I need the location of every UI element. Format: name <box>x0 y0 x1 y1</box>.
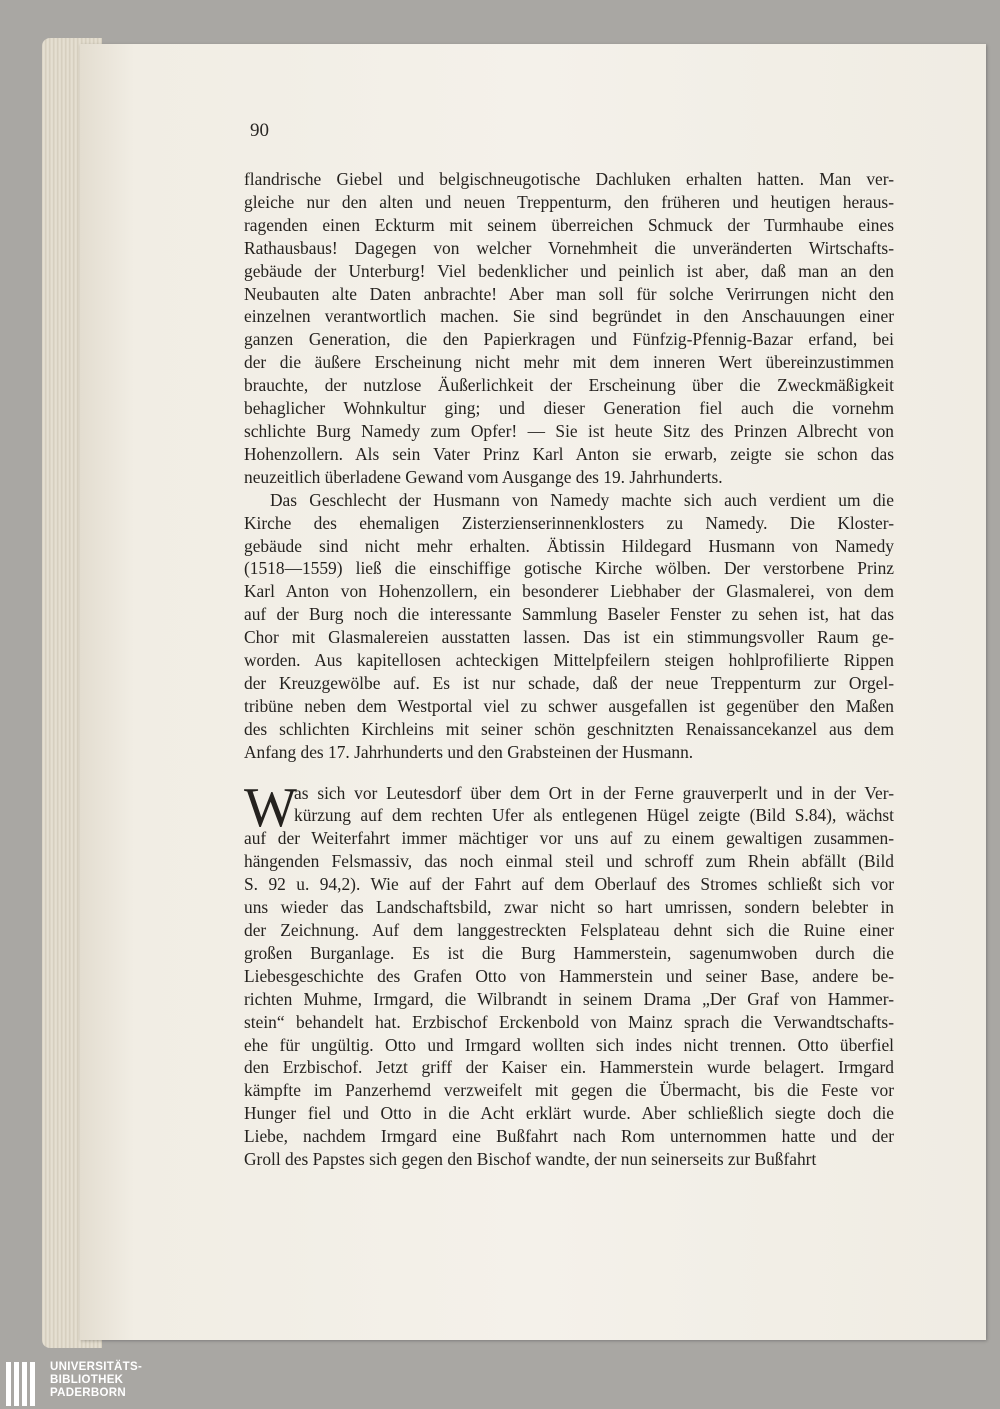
text-line: (1518—1559) ließ die einschiffige gotische Kirche wölben. Der verstorbene Prinz <box>244 558 894 579</box>
text-line: ehe für ungültig. Otto und Irmgard wollten sich indes nicht trennen. Otto überfiel <box>244 1034 894 1055</box>
text-line: worden. Aus kapitellosen achteckigen Mittelpfeilern steigen hohlprofilierte Rippen <box>244 650 894 671</box>
text-line: kürzung auf dem rechten Ufer als entlegenen Hügel zeigte (Bild S.84), wächst <box>294 805 894 826</box>
paragraph-1 <box>244 168 894 489</box>
text-line: der Kreuzgewölbe auf. Es ist nur schade, daß der neue Treppenturm zur Orgel- <box>244 672 894 693</box>
text-line: behaglicher Wohnkultur ging; und dieser Generation fiel auch die vornehm <box>244 398 894 419</box>
text-line: uns wieder das Landschaftsbild, zwar nicht so hart umrissen, sondern belebter in <box>244 897 894 918</box>
text-line: gebäude sind nicht mehr erhalten. Äbtissin Hildegard Husmann von Namedy <box>244 535 894 556</box>
logo-line: BIBLIOTHEK <box>50 1374 124 1386</box>
text-line: neuzeitlich überladene Gewand vom Ausgange des 19. Jahrhunderts. <box>244 466 723 487</box>
text-line: as sich vor Leutesdorf über dem Ort in der Ferne grauverperlt und in der Ver- <box>294 782 894 803</box>
text-line: schlichte Burg Namedy zum Opfer! — Sie ist heute Sitz des Prinzen Albrecht von <box>244 420 894 441</box>
text-line: auf der Weiterfahrt immer mächtiger vor uns auf zu einem gewaltigen zusammen- <box>244 828 894 849</box>
text-line: großen Burganlage. Es ist die Burg Hammerstein, sagenumwoben durch die <box>244 942 894 963</box>
text-line: gebäude der Unterburg! Viel bedenklicher und peinlich ist aber, daß man an den <box>244 260 894 281</box>
text-line: der die äußere Erscheinung nicht mehr mit dem inneren Wert übereinzustimmen <box>244 352 894 373</box>
text-line: S. 92 u. 94,2). Wie auf der Fahrt auf dem Oberlauf des Stromes schließt sich vor <box>244 874 894 895</box>
text-line: hängenden Felsmassiv, das noch einmal steil und schroff zum Rhein abfällt (Bild <box>244 851 894 872</box>
paragraph-2 <box>244 489 894 764</box>
text-line: Hohenzollern. Als sein Vater Prinz Karl Anton sie erwarb, zeigte sie schon das <box>244 443 894 464</box>
text-line: Karl Anton von Hohenzollern, ein besonderer Liebhaber der Glasmalerei, von dem <box>244 581 894 602</box>
text-line: des schlichten Kirchleins mit seiner schön geschnitzten Renaissancekanzel aus dem <box>244 718 894 739</box>
text-line: stein“ behandelt hat. Erzbischof Erckenbold von Mainz sprach die Verwandtschafts- <box>244 1011 894 1032</box>
text-line: tribüne neben dem Westportal viel zu schwer ausgefallen ist gegenüber den Maßen <box>244 695 894 716</box>
text-line: den Erzbischof. Jetzt griff der Kaiser ein. Hammerstein wurde belagert. Irmgard <box>244 1057 894 1078</box>
page-number: 90 <box>250 120 269 141</box>
text-line: Groll des Papstes sich gegen den Bischof wandte, der nun seinerseits zur Bußfahrt <box>244 1149 817 1170</box>
text-line: Anfang des 17. Jahrhunderts und den Grabsteinen der Husmann. <box>244 741 694 762</box>
text-line: Rathausbaus! Dagegen von welcher Vornehmheit die unveränderten Wirtschafts- <box>244 237 894 258</box>
text-line: Hunger fiel und Otto in die Acht erklärt wurde. Aber schließlich siegte doch die <box>244 1103 894 1124</box>
text-line: ragenden einen Eckturm mit seinem überreichen Schmuck der Turmhaube eines <box>244 214 894 235</box>
drop-cap-letter: W <box>244 776 297 839</box>
text-line: einzelnen verantwortlich machen. Sie sind begründet in den Anschauungen einer <box>244 306 894 327</box>
text-line: flandrische Giebel und belgischneugotische Dachluken erhalten hatten. Man ver- <box>244 169 894 189</box>
text-line: Neubauten alte Daten anbrachte! Aber man soll für solche Verirrungen nicht den <box>244 283 894 304</box>
text-line: kämpfte im Panzerhemd verzweifelt mit gegen die Übermacht, bis die Feste vor <box>244 1080 894 1101</box>
paragraph-3 <box>244 776 894 1171</box>
library-logo <box>0 1358 180 1409</box>
text-line: Liebe, nachdem Irmgard eine Bußfahrt nach Rom unternommen hatte und der <box>244 1126 894 1147</box>
text-line: Liebesgeschichte des Grafen Otto von Hammerstein und seiner Base, andere be- <box>244 965 894 986</box>
text-line: richten Muhme, Irmgard, die Wilbrandt in seinem Drama „Der Graf von Hammer- <box>244 988 894 1009</box>
logo-line: PADERBORN <box>50 1387 126 1399</box>
text-line: auf der Burg noch die interessante Sammlung Baseler Fenster zu sehen ist, hat das <box>244 604 894 625</box>
text-line: ganzen Generation, die den Papierkragen und Fünfzig-Pfennig-Bazar erfand, bei <box>244 329 894 350</box>
logo-line: UNIVERSITÄTS- <box>50 1361 143 1373</box>
text-line: der Zeichnung. Auf dem langgestreckten Felsplateau dehnt sich die Ruine einer <box>244 920 894 940</box>
text-line: brauchte, der nutzlose Äußerlichkeit der Erscheinung über die Zweckmäßigkeit <box>244 375 894 396</box>
section-gap <box>244 764 894 782</box>
text-line: gleiche nur den alten und neuen Treppenturm, den früheren und heutigen heraus- <box>244 191 894 212</box>
library-logo-text <box>50 1361 142 1400</box>
text-line: Das Geschlecht der Husmann von Namedy machte sich auch verdient um die <box>270 489 894 510</box>
text-line: Kirche des ehemaligen Zisterzienserinnenklosters zu Namedy. Die Kloster- <box>244 512 894 533</box>
text-line: Chor mit Glasmalereien ausstatten lassen. Das ist ein stimmungsvoller Raum ge- <box>244 627 894 648</box>
body-text <box>244 168 894 1171</box>
library-logo-icon <box>6 1362 44 1406</box>
